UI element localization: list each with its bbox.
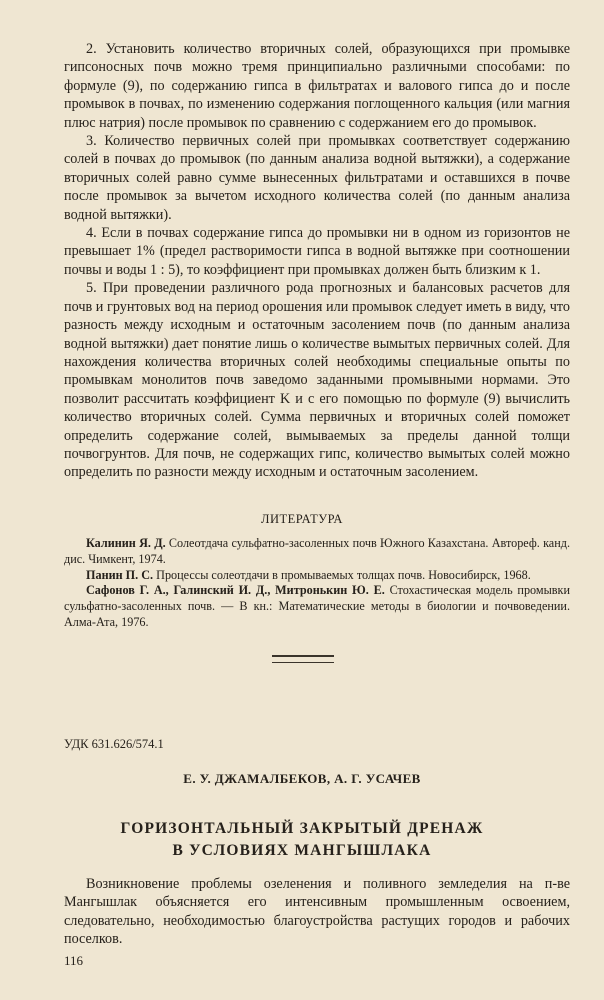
udc-code: УДК 631.626/574.1 — [64, 737, 164, 751]
body-text — [64, 40, 570, 482]
references-heading: ЛИТЕРАТУРА — [261, 512, 343, 526]
references-list — [64, 536, 570, 631]
reference-text: Процессы солеотдачи в промываемых толщах почв. Новосибирск, 1968. — [156, 567, 531, 582]
reference-text: Солеотдача сульфатно-засоленных почв Южного Казахстана. Автореф. канд. дис. Чимкент, 1974. — [64, 536, 570, 566]
paragraph-4: 4. Если в почвах содержание гипса до промывки ни в одном из горизонтов не превышает 1% (предел растворимости гипса в водной вытяжке при соотношении почвы и воды 1 : 5), то коэффициент при промывках должен быть близким к 1. — [64, 225, 570, 278]
reference-item — [64, 536, 570, 568]
section-separator — [272, 655, 334, 663]
reference-text: Стохастическая модель промывки сульфатно-засоленных почв. — В кн.: Математические методы в биологии и почвоведении. Алма-Ата, 1976. — [64, 583, 570, 629]
paragraph-2: 2. Установить количество вторичных солей, образующихся при промывке гипсоносных почв можно тремя принципиально различными способами: по формуле (9), по содержанию гипса в фильтратах и валового гипса до и после промывок в почвах, по изменению содержания поглощенного кальция (или магния плюс натрия) после промывок по сравнению с содержанием его до промывок. — [64, 41, 570, 131]
intro-text — [64, 875, 570, 949]
reference-item — [64, 583, 570, 630]
paragraph-5: 5. При проведении различного рода прогнозных и балансовых расчетов для почв и грунтовых вод на период орошения или промывок следует иметь в виду, что разность между исходным и остаточным засолением почв (по данным анализа водной вытяжки) дает понятие лишь о количестве вымытых первичных солей. Для нахождения количества вторичных солей необходимы специальные опыты по промывкам монолитов почв заведомо заданными промывными нормами. Это позволит рассчитать коэффициент K и с его помощью по формуле (9) вычислить количество вторичных солей. Сумма первичных и вторичных солей поможет определить содержание солей, вымываемых за пределы данной толщи почвогрунтов. Для почв, не содержащих гипс, количество вымытых солей можно определить по разности между исходным и остаточным засолением. — [64, 280, 570, 481]
page-number: 116 — [64, 953, 84, 968]
reference-authors: Сафонов Г. А., Галинский И. Д., Митронькин Ю. Е. — [86, 583, 385, 598]
article-title-line-1: ГОРИЗОНТАЛЬНЫЙ ЗАКРЫТЫЙ ДРЕНАЖ — [120, 820, 484, 837]
paragraph-3: 3. Количество первичных солей при промывках соответствует содержанию солей в почвах до промывок (по данным анализа водной вытяжки), а содержание вторичных солей равно сумме вынесенных фильтратами и оставшихся в почве после промывок за вычетом исходного количества солей (по данным анализа водной вытяжки). — [64, 133, 570, 223]
article-title-line-2: В УСЛОВИЯХ МАНГЫШЛАКА — [172, 842, 432, 859]
article-authors: Е. У. ДЖАМАЛБЕКОВ, А. Г. УСАЧЕВ — [183, 771, 421, 786]
intro-paragraph: Возникновение проблемы озеленения и поливного земледелия на п-ве Мангышлак объясняется его интенсивным промышленным освоением, следовательно, необходимостью благоустройства растущих городов и рабочих поселков. — [64, 876, 570, 948]
reference-authors: Панин П. С. — [86, 567, 154, 582]
article-title — [0, 818, 604, 862]
reference-authors: Калинин Я. Д. — [86, 536, 166, 550]
reference-item — [64, 568, 570, 584]
